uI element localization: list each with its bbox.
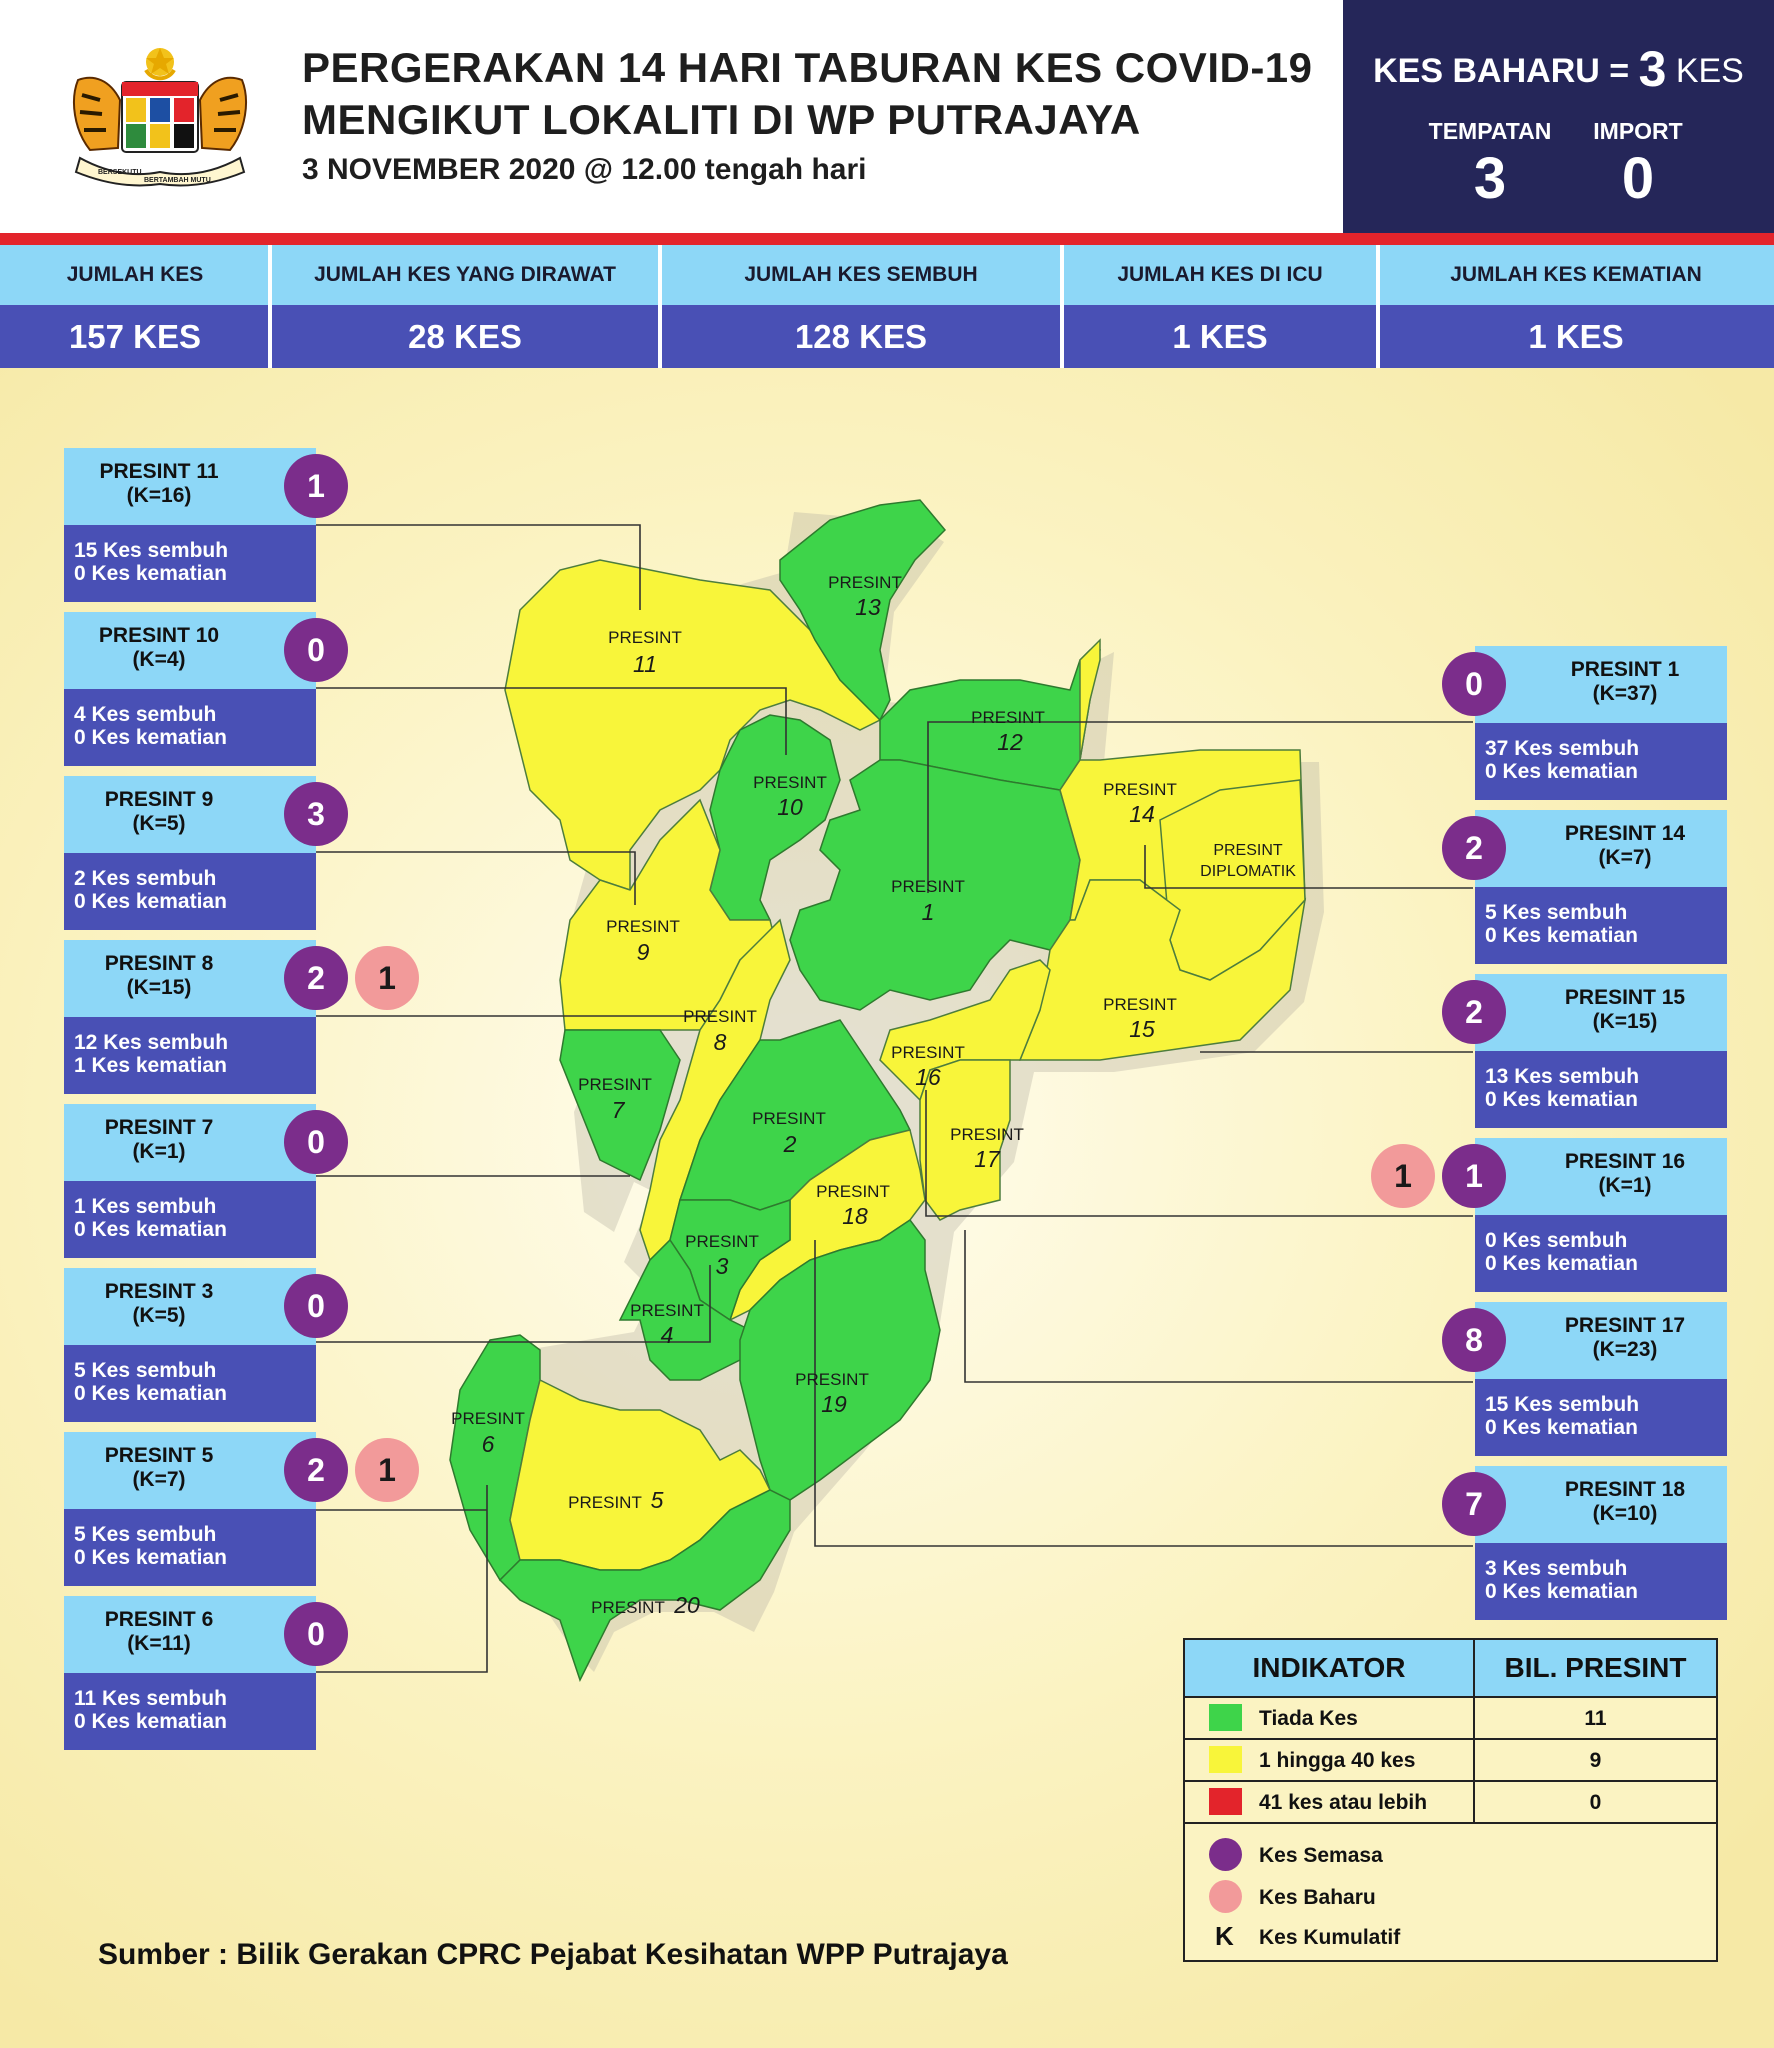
map-label-presint-6-word: PRESINT [451, 1409, 525, 1428]
precinct-card-presint-18 [1465, 1466, 1727, 1603]
legend-divider [1185, 1738, 1716, 1740]
map-label-presint-17-num: 17 [974, 1146, 1000, 1172]
death-count: 0 Kes kematian [1485, 1252, 1638, 1275]
precinct-card-presint-15 [1465, 974, 1727, 1111]
map-label-presint-9-num: 9 [636, 939, 650, 965]
precinct-card-presint-7 [64, 1104, 325, 1241]
recovered-count: 2 Kes sembuh [74, 867, 217, 890]
death-count: 0 Kes kematian [74, 890, 227, 913]
map-label-presint-12-word: PRESINT [971, 708, 1045, 727]
report-date: 3 NOVEMBER 2020 @ 12.00 tengah hari [302, 153, 867, 186]
recovered-count: 15 Kes sembuh [1485, 1393, 1640, 1416]
map-label-presint-12-num: 12 [997, 729, 1023, 755]
legend-label-kes-baharu: Kes Baharu [1259, 1886, 1376, 1909]
legend-purple-circle-icon [1209, 1838, 1242, 1871]
map-label-presint-18-word: PRESINT [816, 1182, 890, 1201]
map-label-presint-11-word: PRESINT [608, 628, 682, 647]
legend-divider [1185, 1696, 1716, 1698]
precinct-card-presint-17 [1465, 1302, 1727, 1439]
map-label-presint-1-word: PRESINT [891, 877, 965, 896]
current-cases-badge: 1 [1442, 1144, 1506, 1208]
map-label-presint-15-num: 15 [1129, 1016, 1155, 1042]
map-label-presint-19-word: PRESINT [795, 1370, 869, 1389]
precinct-card-presint-14 [1465, 810, 1727, 947]
precinct-cumulative: (K=11) [127, 1632, 191, 1655]
precinct-cumulative: (K=1) [1598, 1174, 1652, 1197]
map-label-presint-14-word: PRESINT [1103, 780, 1177, 799]
precinct-card-presint-10 [64, 612, 325, 749]
precinct-card-presint-16 [1394, 1138, 1727, 1275]
precinct-name: PRESINT 18 [1564, 1478, 1686, 1501]
map-label-presint-11-num: 11 [633, 651, 657, 677]
precinct-cumulative: (K=16) [126, 484, 192, 507]
precinct-card-presint-8 [64, 940, 396, 1077]
stat-recovered-label: JUMLAH KES SEMBUH [660, 245, 1062, 305]
page-title-line2: MENGIKUT LOKALITI DI WP PUTRAJAYA [302, 96, 1141, 143]
recovered-count: 5 Kes sembuh [74, 1359, 217, 1382]
import-cases-label: IMPORT [1593, 118, 1683, 144]
precinct-card-presint-1 [1465, 646, 1727, 783]
local-cases-label: TEMPATAN [1428, 118, 1552, 144]
map-label-presint-14-num: 14 [1129, 801, 1155, 827]
precinct-card-presint-11 [64, 448, 325, 585]
current-cases-badge: 8 [1442, 1308, 1506, 1372]
map-label-presint-4-word: PRESINT [630, 1301, 704, 1320]
precinct-name: PRESINT 16 [1564, 1150, 1686, 1173]
legend-label-kes-semasa: Kes Semasa [1259, 1844, 1383, 1867]
new-cases-badge: 1 [355, 946, 419, 1010]
death-count: 0 Kes kematian [74, 1218, 227, 1241]
current-cases-badge: 0 [284, 1602, 348, 1666]
death-count: 0 Kes kematian [74, 1546, 227, 1569]
map-label-presint-1-num: 1 [921, 899, 935, 925]
recovered-count: 12 Kes sembuh [74, 1031, 229, 1054]
map-label-presint-16-word: PRESINT [891, 1043, 965, 1062]
legend-divider [1185, 1780, 1716, 1782]
map-label-presint-19-num: 19 [821, 1391, 847, 1417]
legend-label-kes-kumulatif: Kes Kumulatif [1259, 1926, 1401, 1949]
legend-label-tiada-kes: Tiada Kes [1259, 1707, 1358, 1730]
stat-deaths-label: JUMLAH KES KEMATIAN [1378, 245, 1774, 305]
stat-icu-value: 1 KES [1062, 305, 1378, 368]
precinct-name: PRESINT 1 [1570, 658, 1680, 681]
stat-treated-value: 28 KES [270, 305, 660, 368]
current-cases-badge: 2 [1442, 980, 1506, 1044]
map-label-presint-6-num: 6 [481, 1431, 495, 1457]
source-note: Sumber : Bilik Gerakan CPRC Pejabat Kesihatan WPP Putrajaya [98, 1938, 1008, 1971]
death-count: 0 Kes kematian [74, 726, 227, 749]
precinct-cumulative: (K=10) [1592, 1502, 1658, 1525]
death-count: 0 Kes kematian [74, 1710, 227, 1733]
map-label-presint-10-word: PRESINT [753, 773, 827, 792]
recovered-count: 0 Kes sembuh [1485, 1229, 1628, 1252]
precinct-cumulative: (K=37) [1592, 682, 1658, 705]
current-cases-badge: 3 [284, 782, 348, 846]
new-cases-label: KES BAHARU = [1373, 52, 1630, 90]
current-cases-badge: 2 [284, 1438, 348, 1502]
legend-count-red: 0 [1589, 1791, 1602, 1814]
precinct-cumulative: (K=1) [132, 1140, 186, 1163]
death-count: 0 Kes kematian [74, 1382, 227, 1405]
new-cases-badge: 1 [355, 1438, 419, 1502]
precinct-cumulative: (K=23) [1592, 1338, 1658, 1361]
map-label-presint-5-num: 5 [650, 1487, 664, 1513]
legend-count-yellow: 9 [1589, 1749, 1602, 1772]
map-label-presint-13-word: PRESINT [828, 573, 902, 592]
crest-motto-left: BERSEKUTU [98, 169, 142, 176]
current-cases-badge: 0 [1442, 652, 1506, 716]
death-count: 0 Kes kematian [74, 562, 227, 585]
map-label-presint-2-word: PRESINT [752, 1109, 826, 1128]
map-label-presint-16-num: 16 [915, 1064, 941, 1090]
death-count: 0 Kes kematian [1485, 1580, 1638, 1603]
import-cases-value: 0 [1621, 146, 1655, 211]
recovered-count: 5 Kes sembuh [74, 1523, 217, 1546]
stat-total-value: 157 KES [0, 305, 270, 368]
map-label-presint-13-num: 13 [855, 594, 881, 620]
map-label-presint-7-num: 7 [611, 1097, 625, 1123]
precinct-name: PRESINT 15 [1564, 986, 1686, 1009]
precinct-name: PRESINT 8 [104, 952, 214, 975]
precinct-cumulative: (K=5) [132, 812, 186, 835]
legend-panel [1183, 1638, 1718, 1962]
stat-treated-label: JUMLAH KES YANG DIRAWAT [270, 245, 660, 305]
precinct-cumulative: (K=15) [126, 976, 192, 999]
death-count: 0 Kes kematian [1485, 760, 1638, 783]
death-count: 0 Kes kematian [1485, 1088, 1638, 1111]
map-label-presint-15-word: PRESINT [1103, 995, 1177, 1014]
precinct-name: PRESINT 10 [98, 624, 220, 647]
map-label-presint-8-word: PRESINT [683, 1007, 757, 1026]
map-label-presint-17-word: PRESINT [950, 1125, 1024, 1144]
map-label-presint-20-word: PRESINT [591, 1598, 665, 1617]
precinct-name: PRESINT 14 [1564, 822, 1686, 845]
map-label-presint-18-num: 18 [842, 1203, 868, 1229]
precinct-card-presint-5 [64, 1432, 396, 1569]
stat-total-label: JUMLAH KES [0, 245, 270, 305]
crest-motto-center: BERTAMBAH MUTU [144, 177, 211, 184]
current-cases-badge: 0 [284, 1110, 348, 1174]
recovered-count: 11 Kes sembuh [74, 1687, 227, 1710]
map-label-presint-3-word: PRESINT [685, 1232, 759, 1251]
precinct-name: PRESINT 11 [99, 460, 219, 483]
precinct-cumulative: (K=15) [1592, 1010, 1658, 1033]
recovered-count: 4 Kes sembuh [74, 703, 217, 726]
new-cases-unit: KES [1675, 52, 1744, 90]
recovered-count: 15 Kes sembuh [74, 539, 229, 562]
precinct-name: PRESINT 5 [104, 1444, 214, 1467]
stat-deaths-value: 1 KES [1378, 305, 1774, 368]
map-label-presint-7-word: PRESINT [578, 1075, 652, 1094]
precinct-card-presint-3 [64, 1268, 325, 1405]
map-label-presint-2-num: 2 [783, 1131, 797, 1157]
death-count: 0 Kes kematian [1485, 924, 1638, 947]
recovered-count: 3 Kes sembuh [1485, 1557, 1628, 1580]
map-label-presint-10-num: 10 [777, 794, 803, 820]
legend-count-green: 11 [1584, 1707, 1607, 1730]
precinct-cumulative: (K=5) [132, 1304, 186, 1327]
current-cases-badge: 1 [284, 454, 348, 518]
map-label-presint-20-num: 20 [674, 1592, 700, 1618]
legend-col-indicator: INDIKATOR [1185, 1640, 1473, 1696]
legend-pink-circle-icon [1209, 1880, 1242, 1913]
current-cases-badge: 0 [284, 618, 348, 682]
stat-icu-label: JUMLAH KES DI ICU [1062, 245, 1378, 305]
precinct-cumulative: (K=7) [132, 1468, 186, 1491]
precinct-card-presint-6 [64, 1596, 325, 1733]
death-count: 0 Kes kematian [1485, 1416, 1638, 1439]
map-label-presint-9-word: PRESINT [606, 917, 680, 936]
new-cases-badge: 1 [1371, 1144, 1435, 1208]
current-cases-badge: 2 [284, 946, 348, 1010]
map-label-presint-8-num: 8 [713, 1029, 727, 1055]
precinct-name: PRESINT 7 [104, 1116, 214, 1139]
map-label-presint-5-word: PRESINT [568, 1493, 642, 1512]
local-cases-value: 3 [1473, 146, 1507, 211]
current-cases-badge: 0 [284, 1274, 348, 1338]
legend-k-symbol: K [1215, 1921, 1234, 1951]
recovered-count: 1 Kes sembuh [74, 1195, 217, 1218]
recovered-count: 37 Kes sembuh [1485, 737, 1640, 760]
legend-label-1-40: 1 hingga 40 kes [1259, 1749, 1416, 1772]
precinct-card-presint-9 [64, 776, 325, 913]
legend-col-count: BIL. PRESINT [1475, 1640, 1716, 1696]
stat-recovered-value: 128 KES [660, 305, 1062, 368]
map-label-presint-4-num: 4 [660, 1322, 674, 1348]
recovered-count: 13 Kes sembuh [1485, 1065, 1640, 1088]
precinct-name: PRESINT 6 [104, 1608, 214, 1631]
precinct-name: PRESINT 3 [104, 1280, 214, 1303]
death-count: 1 Kes kematian [74, 1054, 227, 1077]
map-label-diplomatik-word: PRESINT [1213, 842, 1283, 859]
map-label-diplomatik-name: DIPLOMATIK [1200, 863, 1296, 880]
precinct-name: PRESINT 9 [104, 788, 214, 811]
legend-swatch-green [1209, 1704, 1242, 1731]
precinct-cumulative: (K=4) [132, 648, 186, 671]
map-label-presint-3-num: 3 [715, 1253, 729, 1279]
current-cases-badge: 7 [1442, 1472, 1506, 1536]
legend-label-41-plus: 41 kes atau lebih [1259, 1791, 1428, 1814]
new-cases-value: 3 [1638, 41, 1667, 97]
page-title-line1: PERGERAKAN 14 HARI TABURAN KES COVID-19 [302, 44, 1313, 91]
precinct-cumulative: (K=7) [1598, 846, 1652, 869]
current-cases-badge: 2 [1442, 816, 1506, 880]
precinct-name: PRESINT 17 [1564, 1314, 1686, 1337]
legend-swatch-red [1209, 1788, 1242, 1815]
recovered-count: 5 Kes sembuh [1485, 901, 1628, 924]
legend-swatch-yellow [1209, 1746, 1242, 1773]
legend-divider [1185, 1822, 1716, 1824]
